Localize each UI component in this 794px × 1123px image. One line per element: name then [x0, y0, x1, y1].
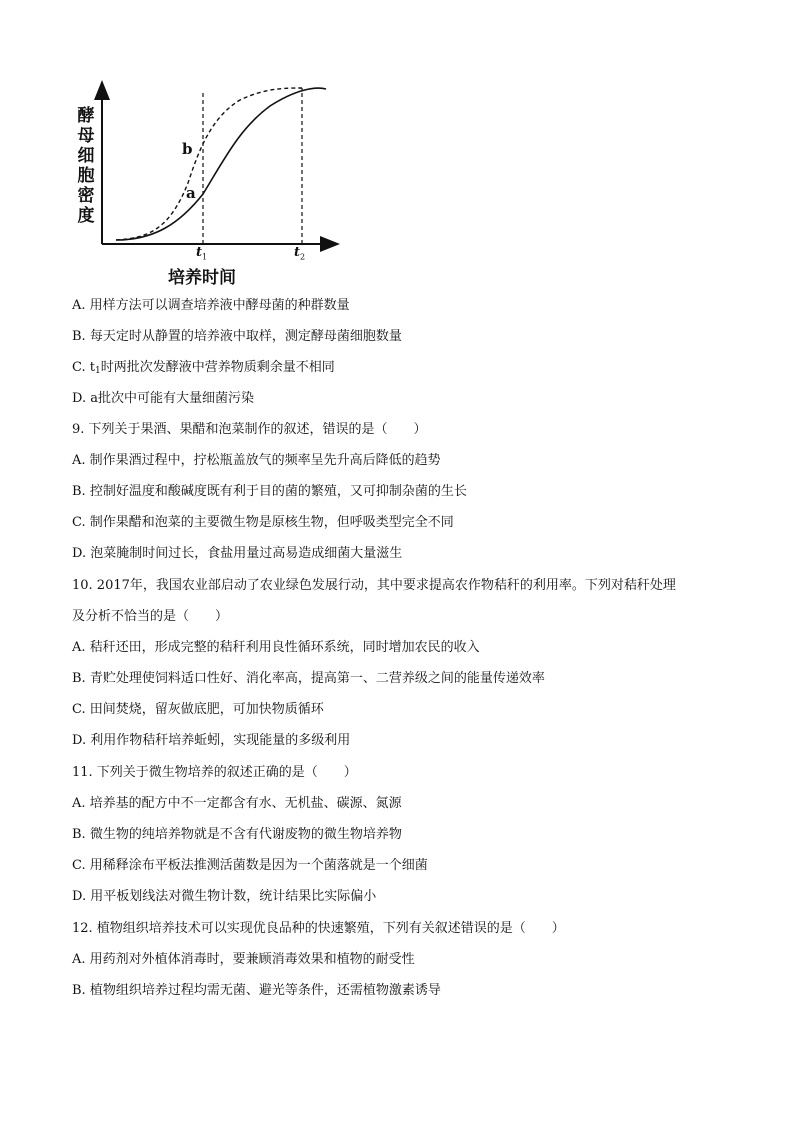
q8-option-a: A. 用样方法可以调查培养液中酵母菌的种群数量 — [72, 298, 350, 313]
t2-tick-label: $t_2$ — [294, 245, 306, 262]
y-axis-label — [75, 106, 97, 226]
growth-curve-svg — [70, 78, 350, 293]
q8-option-b: B. 每天定时从静置的培养液中取样，测定酵母菌细胞数量 — [72, 329, 402, 344]
q10-option-b: B. 青贮处理使饲料适口性好、消化率高，提高第一、二营养级之间的能量传递效率 — [72, 671, 545, 686]
y-axis-label-char: 细 — [77, 146, 95, 166]
x-axis-label: 培养时间 — [168, 268, 236, 288]
curve-b-label: b — [182, 140, 193, 158]
growth-curve-figure — [70, 78, 350, 293]
q8-option-d: D. a批次中可能有大量细菌污染 — [72, 391, 254, 406]
q10-stem-line1: 10. 2017年，我国农业部启动了农业绿色发展行动，其中要求提高农作物秸秆的利用率。下列对秸秆处理 — [72, 578, 676, 593]
y-axis-label-char: 母 — [77, 126, 95, 146]
q8-option-c: C. t1时两批次发酵液中营养物质剩余量不相同 — [72, 360, 335, 376]
q11-option-c: C. 用稀释涂布平板法推测活菌数是因为一个菌落就是一个细菌 — [72, 858, 428, 873]
q10-option-a: A. 秸秆还田，形成完整的秸秆利用良性循环系统，同时增加农民的收入 — [72, 640, 480, 655]
q10-stem-line2: 及分析不恰当的是（ ） — [72, 609, 229, 624]
y-axis-label-char: 密 — [77, 186, 95, 206]
q11-stem: 11. 下列关于微生物培养的叙述正确的是（ ） — [72, 765, 357, 780]
q9-option-c: C. 制作果醋和泡菜的主要微生物是原核生物，但呼吸类型完全不同 — [72, 515, 454, 530]
t1-tick-label: $t_1$ — [196, 245, 208, 262]
q10-option-d: D. 利用作物秸秆培养蚯蚓，实现能量的多级利用 — [72, 733, 351, 748]
q10-option-c: C. 田间焚烧，留灰做底肥，可加快物质循环 — [72, 702, 324, 717]
q11-option-d: D. 用平板划线法对微生物计数，统计结果比实际偏小 — [72, 889, 377, 904]
q9-option-a: A. 制作果酒过程中，拧松瓶盖放气的频率呈先升高后降低的趋势 — [72, 453, 441, 468]
curve-b — [116, 88, 302, 240]
q11-option-b: B. 微生物的纯培养物就是不含有代谢废物的微生物培养物 — [72, 827, 402, 842]
q12-option-a: A. 用药剂对外植体消毒时，要兼顾消毒效果和植物的耐受性 — [72, 952, 415, 967]
q12-option-b: B. 植物组织培养过程均需无菌、避光等条件，还需植物激素诱导 — [72, 983, 441, 998]
y-axis-label-char: 胞 — [77, 166, 95, 186]
q11-option-a: A. 培养基的配方中不一定都含有水、无机盐、碳源、氮源 — [72, 796, 402, 811]
q12-stem: 12. 植物组织培养技术可以实现优良品种的快速繁殖，下列有关叙述错误的是（ ） — [72, 921, 565, 936]
y-axis-label-char: 度 — [77, 206, 95, 226]
curve-a-label: a — [186, 184, 196, 202]
q9-option-b: B. 控制好温度和酸碱度既有利于目的菌的繁殖，又可抑制杂菌的生长 — [72, 484, 467, 499]
y-axis-label-char: 酵 — [77, 106, 95, 126]
curve-a — [116, 88, 326, 240]
q9-option-d: D. 泡菜腌制时间过长，食盐用量过高易造成细菌大量滋生 — [72, 546, 403, 561]
q9-stem: 9. 下列关于果酒、果醋和泡菜制作的叙述，错误的是（ ） — [72, 422, 427, 437]
